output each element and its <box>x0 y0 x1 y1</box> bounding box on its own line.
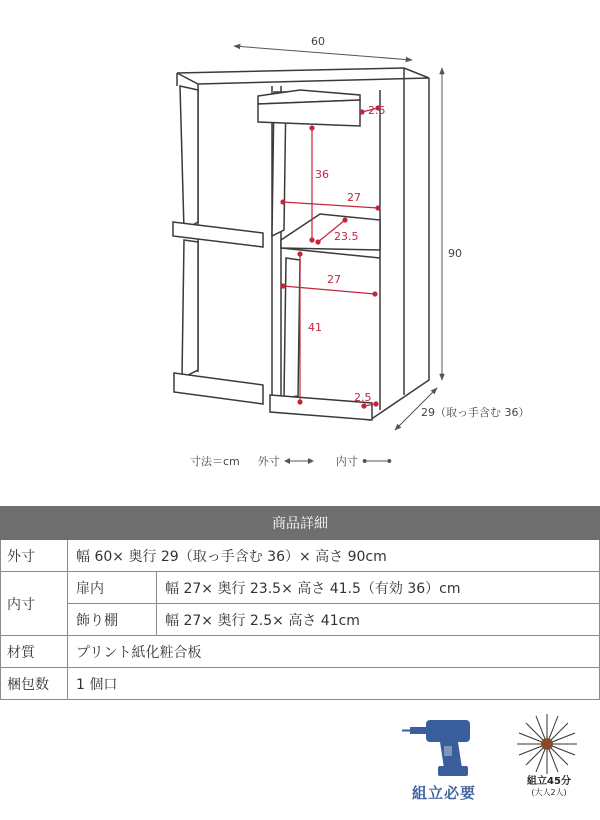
row-value-package: 1 個口 <box>68 668 600 700</box>
table-title: 商品詳細 <box>1 507 600 540</box>
top-display-shelf <box>258 90 360 126</box>
badge-icons <box>0 700 600 820</box>
inner-label-height: 41 <box>308 321 322 334</box>
product-details-table <box>0 506 600 700</box>
table-row <box>1 636 600 668</box>
assembly-time-icon <box>517 714 577 774</box>
table-row <box>1 668 600 700</box>
assembly-time-label <box>518 776 580 798</box>
row-label-material: 材質 <box>1 636 68 668</box>
height-label: 90 <box>448 247 462 260</box>
row-value-shelf: 幅 27× 奥行 2.5× 高さ 41cm <box>157 604 600 636</box>
legend-outer-label: 外寸 <box>257 455 280 468</box>
row-value-outer: 幅 60× 奥行 29（取っ手含む 36）× 高さ 90cm <box>68 540 600 572</box>
inner-label-shelf-depth: 2.5 <box>368 104 386 117</box>
assembly-time-note: (大人2人) <box>531 788 567 797</box>
table-row <box>1 572 600 604</box>
row-label-package: 梱包数 <box>1 668 68 700</box>
legend-unit: 寸法＝cm <box>190 455 240 468</box>
inner-label-width-upper: 27 <box>347 191 361 204</box>
dot-line-icon <box>362 457 392 465</box>
dimension-legend <box>190 453 392 469</box>
drill-icon <box>402 720 470 776</box>
inner-label-depth: 23.5 <box>334 230 359 243</box>
width-label: 60 <box>311 35 325 48</box>
row-value-door: 幅 27× 奥行 23.5× 高さ 41.5（有効 36）cm <box>157 572 600 604</box>
legend-inner-label: 内寸 <box>335 455 358 468</box>
row-sublabel-shelf: 飾り棚 <box>68 604 157 636</box>
assembly-time-text: 組立45分 <box>527 776 571 787</box>
double-arrow-icon <box>284 457 314 465</box>
row-value-material: プリント紙化粧合板 <box>68 636 600 668</box>
inner-label-bottom: 2.5 <box>354 391 372 404</box>
table-row <box>1 540 600 572</box>
assembly-required-label: 組立必要 <box>412 784 477 802</box>
inner-label-effective-height: 36 <box>315 168 329 181</box>
table-row <box>1 604 600 636</box>
inner-label-width-lower: 27 <box>327 273 341 286</box>
row-label-outer: 外寸 <box>1 540 68 572</box>
row-sublabel-door: 扉内 <box>68 572 157 604</box>
depth-label: 29（取っ手含む 36） <box>421 406 530 419</box>
left-door <box>173 86 263 404</box>
row-label-inner: 内寸 <box>1 572 68 636</box>
